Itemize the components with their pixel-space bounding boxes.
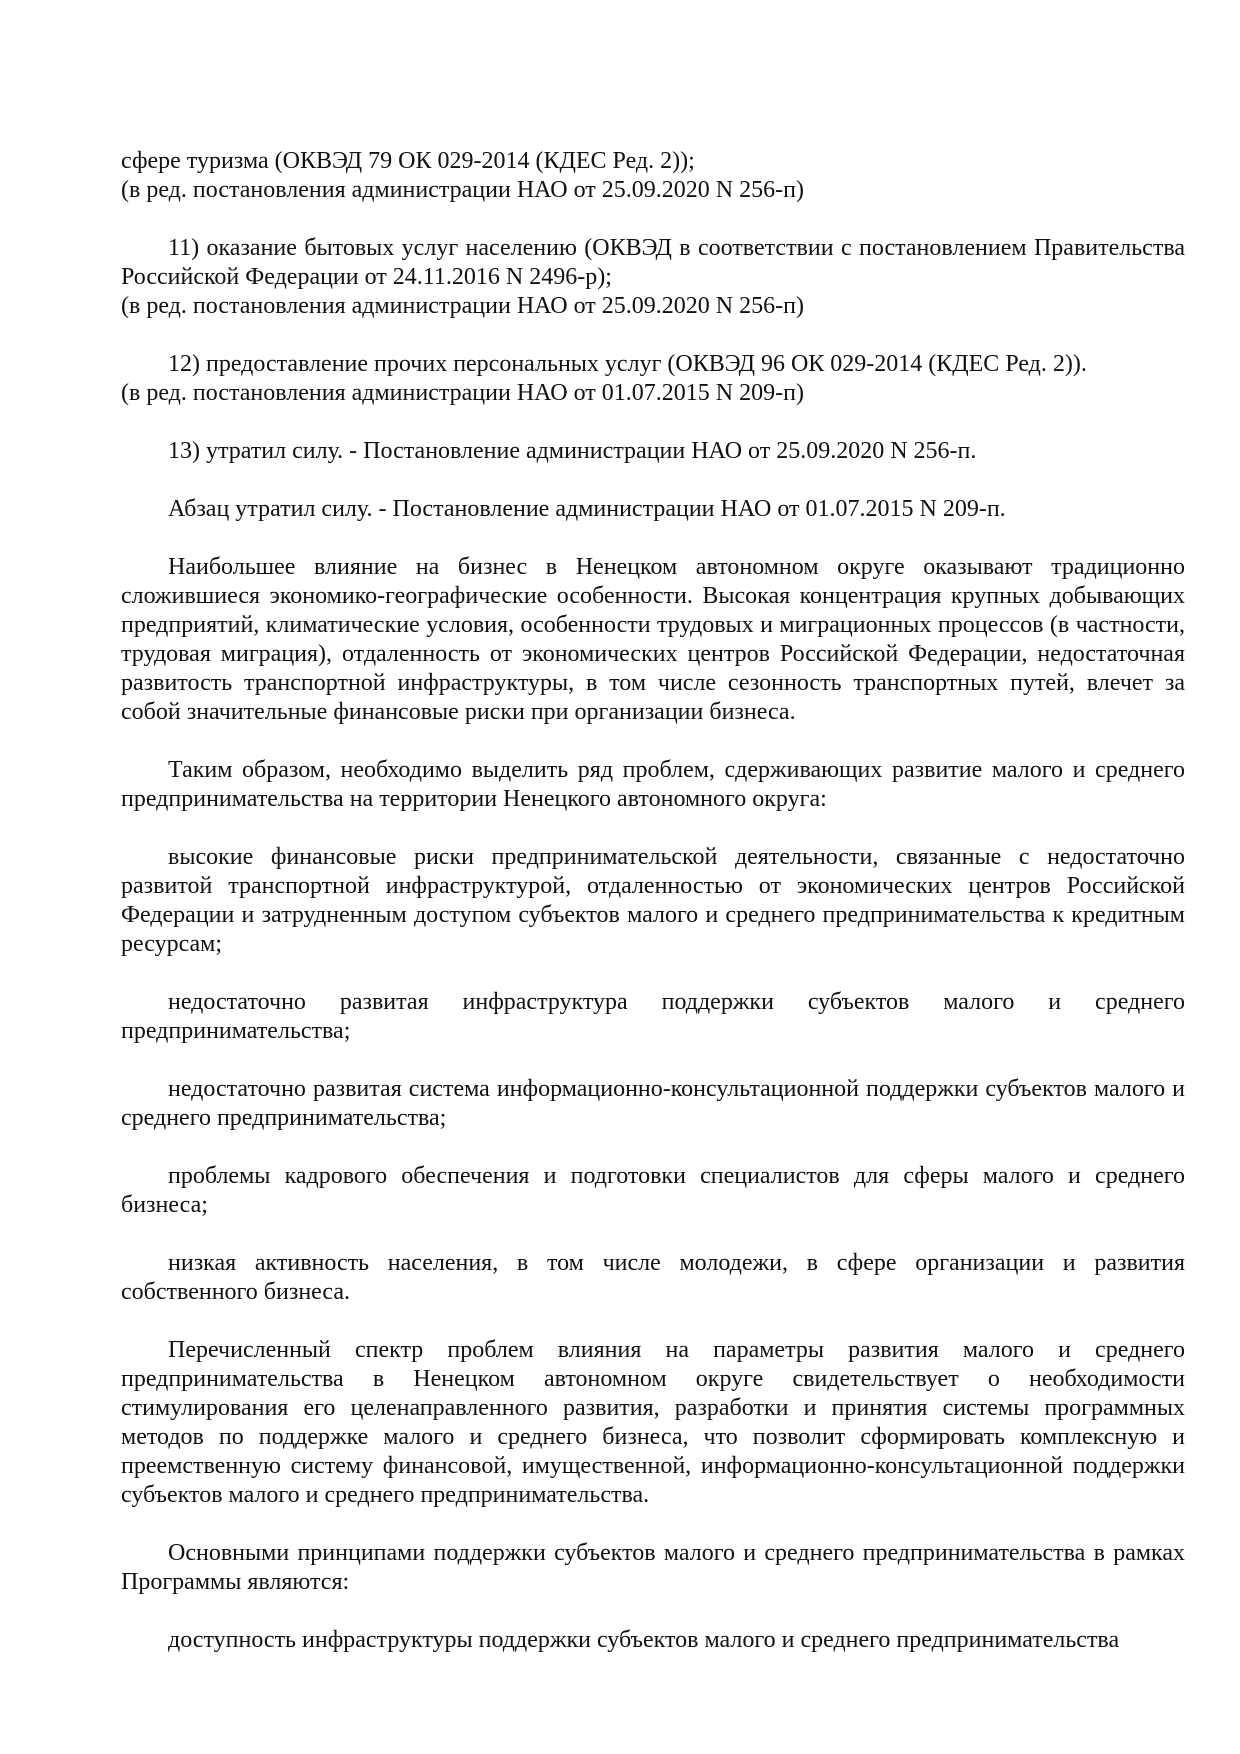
- principle-item-accessibility: доступность инфраструктуры поддержки субъектов малого и среднего предпринимательства: [168, 1627, 1120, 1653]
- paragraph-business-influence: Наибольшее влияние на бизнес в Ненецком автономном округе оказывают традиционно сложившиеся экономико-географические особенности. Высокая концентрация крупных добывающих предприятий, климатические условия, особенности трудовых и миграционных процессов (в частности, трудовая миграция), отдаленность от экономических центров Российской Федерации, недостаточная развитость транспортной инфраструктуры, в том числе сезонность транспортных путей, влечет за собой значительные финансовые риски при организации бизнеса.: [121, 554, 1185, 725]
- paragraph-tourism-item: сфере туризма (ОКВЭД 79 ОК 029-2014 (КДЕС Ред. 2));: [121, 148, 695, 174]
- paragraph-problem-spectrum: Перечисленный спектр проблем влияния на параметры развития малого и среднего предпринимательства в Ненецком автономном округе свидетельствует о необходимости стимулирования его целенаправленного развития, разработки и принятия системы программных методов по поддержке малого и среднего бизнеса, что позволит сформировать комплексную и преемственную систему финансовой, имущественной, информационно-консультационной поддержки субъектов малого и среднего предпринимательства.: [121, 1337, 1185, 1508]
- document-body: [121, 147, 1185, 1655]
- list-item-12: 12) предоставление прочих персональных услуг (ОКВЭД 96 ОК 029-2014 (КДЕС Ред. 2)).: [168, 351, 1087, 377]
- paragraph-problems-intro: Таким образом, необходимо выделить ряд проблем, сдерживающих развитие малого и среднего предпринимательства на территории Ненецкого автономного округа:: [121, 757, 1185, 812]
- problem-item-financial-risks: высокие финансовые риски предпринимательской деятельности, связанные с недостаточно развитой транспортной инфраструктурой, отдаленностью от экономических центров Российской Федерации и затрудненным доступом субъектов малого и среднего предпринимательства к кредитным ресурсам;: [121, 844, 1185, 957]
- problem-item-low-activity: низкая активность населения, в том числе молодежи, в сфере организации и развития собственного бизнеса.: [121, 1250, 1185, 1305]
- repealed-paragraph-note: Абзац утратил силу. - Постановление администрации НАО от 01.07.2015 N 209-п.: [168, 496, 1006, 522]
- amendment-note: (в ред. постановления администрации НАО от 25.09.2020 N 256-п): [121, 177, 804, 203]
- problem-item-infrastructure: недостаточно развитая инфраструктура поддержки субъектов малого и среднего предпринимательства;: [121, 989, 1185, 1044]
- amendment-note: (в ред. постановления администрации НАО от 25.09.2020 N 256-п): [121, 293, 804, 319]
- amendment-note: (в ред. постановления администрации НАО от 01.07.2015 N 209-п): [121, 380, 804, 406]
- problem-item-staffing: проблемы кадрового обеспечения и подготовки специалистов для сферы малого и среднего бизнеса;: [121, 1163, 1185, 1218]
- paragraph-principles-intro: Основными принципами поддержки субъектов малого и среднего предпринимательства в рамках Программы являются:: [121, 1540, 1185, 1595]
- list-item-13: 13) утратил силу. - Постановление администрации НАО от 25.09.2020 N 256-п.: [168, 438, 977, 464]
- problem-item-consulting-support: недостаточно развитая система информационно-консультационной поддержки субъектов малого и среднего предпринимательства;: [121, 1076, 1185, 1131]
- list-item-11: 11) оказание бытовых услуг населению (ОКВЭД в соответствии с постановлением Правительства Российской Федерации от 24.11.2016 N 2496-р);: [121, 235, 1185, 290]
